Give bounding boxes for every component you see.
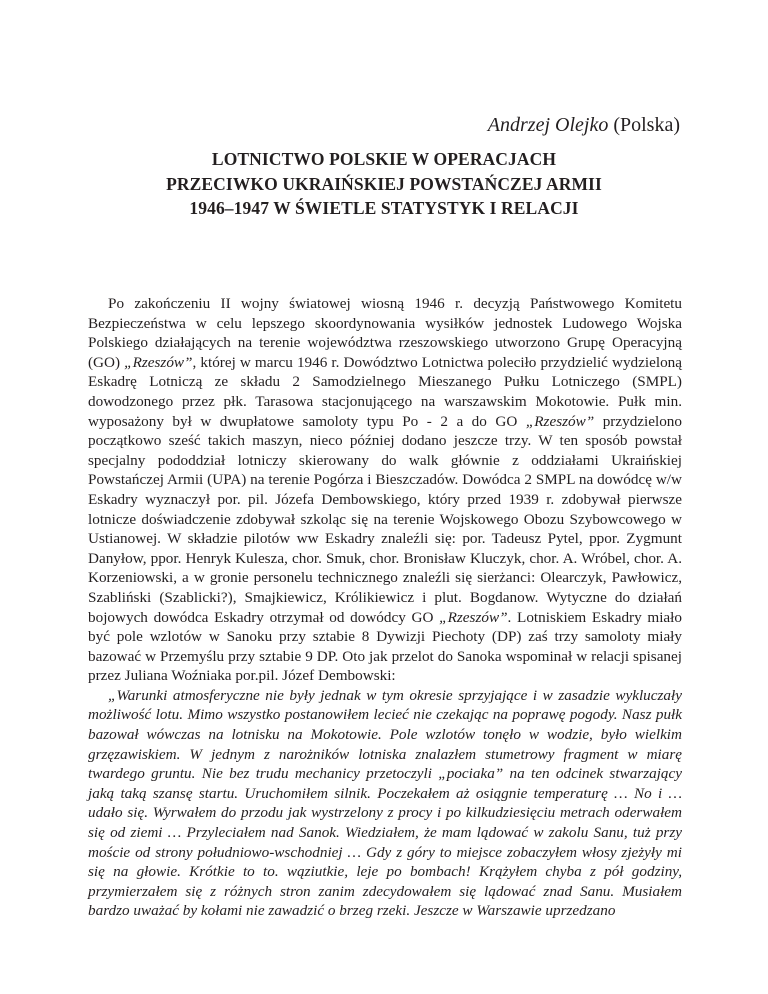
title-line-3: 1946–1947 W ŚWIETLE STATYSTYK I RELACJI bbox=[189, 198, 579, 218]
operation-name: „Rzeszów” bbox=[124, 353, 193, 371]
title-line-2: PRZECIWKO UKRAIŃSKIEJ POWSTAŃCZEJ ARMII bbox=[166, 173, 602, 194]
title-line-1: LOTNICTWO POLSKIE W OPERACJACH bbox=[211, 149, 557, 169]
author-line bbox=[488, 113, 680, 137]
article-body bbox=[88, 294, 682, 921]
quotation-paragraph: „Warunki atmosferyczne nie były jednak w tym okresie sprzyjające i w zasadzie wykluczały możliwość lotu. Mimo wszystko postanowiłem lecieć nie czekając na poprawę pogody. Nasz pułk bazował wówczas na lotnisku na Mokotowie. Pole wzlotów tonęło w wodzie, było wielkim grzęzawiskiem. W jednym z narożników lotniska znalazłem stumetrowy fragment w miarę twardego gruntu. Nie bez trudu mechanicy przetoczyli „pociaka” na ten odcinek stwarzający jaką taką szansę startu. Uruchomiłem silnik. Poczekałem aż osiągnie temperaturę … No i … udało się. Wyrwałem do przodu jak wystrzelony z procy i po kilkudziesięciu metrach oderwałem się od ziemi … Przyleciałem nad Sanok. Wiedziałem, że mam lądować w zakolu Sanu, tuż przy moście od strony południowo-wschodniej … Gdy z góry to miejsce zobaczyłem włosy zjeżyły mi się na głowie. Krótkie to to. wąziutkie, leje po bombach! Krążyłem chyba z pół godziny, przymierzałem się z różnych stron zanim zdecydowałem się lądować znad Sanu. Musiałem bardzo uważać by kołami nie zawadzić o brzeg rzeki. Jeszcze w Warszawie uprzedzano bbox=[88, 686, 682, 920]
operation-name: „Rzeszów” bbox=[439, 608, 508, 626]
body-text-segment: Po zakończeniu II wojny światowej wiosną 1946 r. decyzją Państwowego Komitetu Bezpieczeństwa w celu lepszego skoordynowania wysiłków jednostek Ludowego Wojska Polskiego działających na terenie województwa rzeszowskiego utworzono Grupę Operacyjną (GO) bbox=[88, 295, 682, 371]
body-text-segment: , której w marcu 1946 r. Dowództwo Lotnictwa poleciło przydzielić wydzieloną Eskadrę Lotniczą ze składu 2 Samodzielnego Mieszanego Pułku Lotniczego (SMPL) dowodzonego przez płk. Tarasowa stacjonującego na warszawskim Mokotowie. Pułk min. wyposażony był w dwupłatowe samoloty typu Po - 2 a do GO bbox=[88, 353, 682, 430]
author-name: Andrzej Olejko bbox=[487, 114, 609, 136]
author-country: (Polska) bbox=[613, 114, 680, 136]
operation-name: „Rzeszów” bbox=[525, 412, 595, 430]
body-text-segment: . Lotniskiem Eskadry miało być pole wzlotów w Sanoku przy sztabie 8 Dywizji Piechoty (DP) zaś trzy samoloty miały bazować w Przemyślu przy sztabie 9 DP. Oto jak przelot do Sanoka wspominał w relacji spisanej przez Juliana Woźniaka por.pil. Józef Dembowski: bbox=[88, 608, 682, 685]
body-paragraph-1 bbox=[88, 294, 682, 686]
article-title bbox=[84, 147, 684, 221]
body-text-segment: przydzielono początkowo sześć takich maszyn, nieco później dodano jeszcze trzy. W ten sposób powstał specjalny pododdział lotniczy skierowany do walk głównie z oddziałami Ukraińskiej Powstańczej Armii (UPA) na terenie Pogórza i Bieszczadów. Dowódca 2 SMPL na dowódcę w/w Eskadry wyznaczył por. pil. Józefa Dembowskiego, który przed 1939 r. zdobywał pierwsze lotnicze doświadczenie zdobywał szkoląc się na terenie Wojskowego Obozu Szybowcowego w Ustianowej. W składzie pilotów ww Eskadry znaleźli się: por. Tadeusz Pytel, ppor. Zygmunt Danyłow, ppor. Henryk Kulesza, chor. Smuk, chor. Bronisław Kluczyk, chor. A. Wróbel, chor. A. Korzeniowski, a w gronie personelu technicznego znaleźli się sierżanci: Olearczyk, Pawłowicz, Szabliński (Szablicki?), Smajkiewicz, Królikiewicz i plut. Bogdanow. Wytyczne do działań bojowych dowódca Eskadry otrzymał od dowódcy GO bbox=[88, 412, 682, 626]
